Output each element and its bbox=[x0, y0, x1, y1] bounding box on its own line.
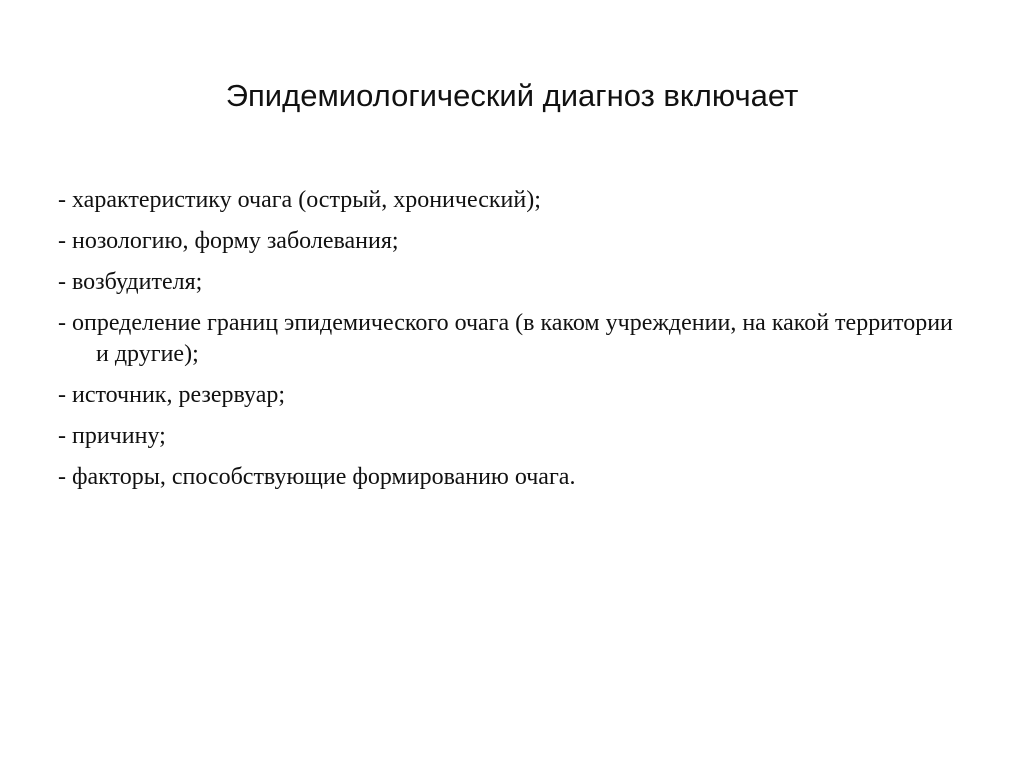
list-item: - возбудителя; bbox=[58, 269, 203, 295]
item-list bbox=[58, 185, 958, 503]
list-item: - определение границ эпидемического очага (в каком учреждении, на какой территории и другие); bbox=[58, 310, 953, 367]
list-item: - факторы, способствующие формированию очага. bbox=[58, 464, 576, 490]
list-item: - нозологию, форму заболевания; bbox=[58, 228, 399, 254]
slide-title: Эпидемиологический диагноз включает bbox=[225, 78, 799, 113]
list-item: - причину; bbox=[58, 423, 166, 449]
list-item: - характеристику очага (острый, хронический); bbox=[58, 187, 541, 213]
list-item: - источник, резервуар; bbox=[58, 382, 286, 408]
